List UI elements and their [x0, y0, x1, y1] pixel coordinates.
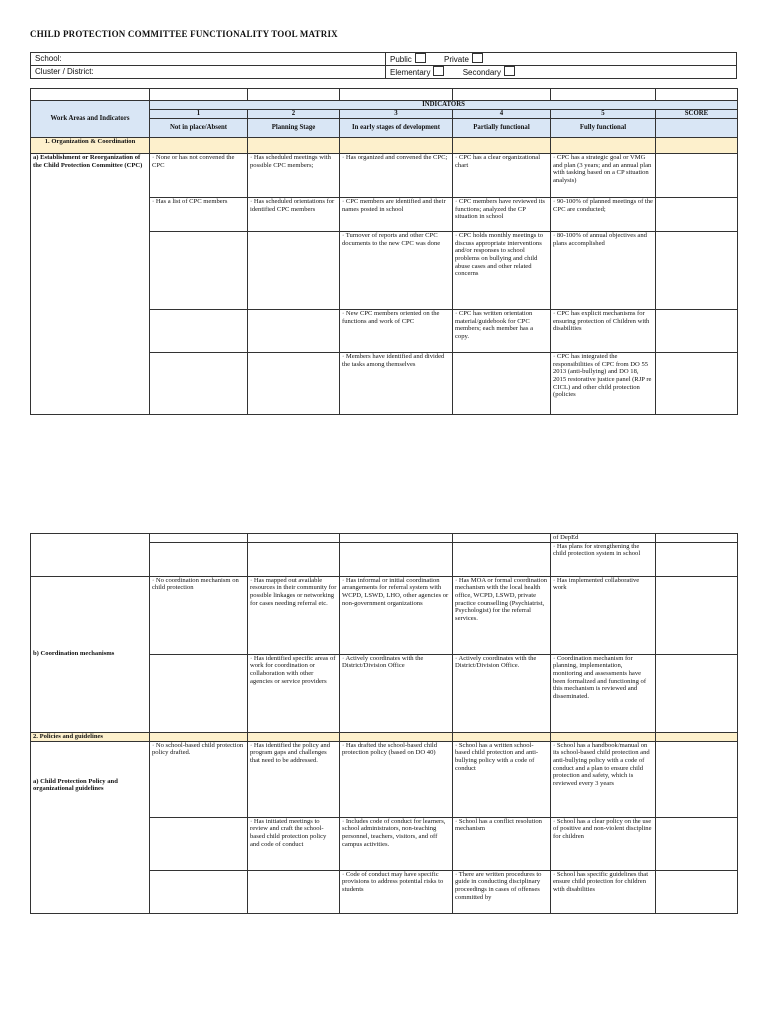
cell — [248, 353, 340, 415]
level-2-name: Planning Stage — [248, 119, 340, 138]
secondary-label: Secondary — [462, 68, 501, 77]
cell: · School has specific guidelines that ensure child protection for children with disabilities — [551, 870, 656, 913]
school-level-options — [386, 66, 737, 79]
cell: · Has drafted the school-based child protection policy (based on DO 40) — [340, 741, 453, 817]
cell — [150, 654, 248, 732]
private-checkbox[interactable] — [472, 53, 483, 63]
score-cell[interactable] — [656, 542, 738, 576]
matrix-table-part1 — [30, 88, 738, 415]
cell: · Has plans for strengthening the child protection system in school — [551, 542, 656, 576]
cell: · CPC has integrated the responsibilities of CPC from DO 55 2013 (anti-bullying) and DO 18, 2015 restorative justice panel (RJP re CICL) and other child protection (policies — [551, 353, 656, 415]
level-1-name: Not in place/Absent — [150, 119, 248, 138]
public-checkbox[interactable] — [415, 53, 426, 63]
matrix-table-part2 — [30, 533, 738, 914]
score-cell[interactable] — [656, 232, 738, 310]
cell: · 90-100% of planned meetings of the CPC are conducted; — [551, 198, 656, 232]
cell: · Turnover of reports and other CPC documents to the new CPC was done — [340, 232, 453, 310]
score-cell[interactable] — [656, 654, 738, 732]
level-5-header: 5 — [551, 110, 656, 119]
cell — [150, 353, 248, 415]
cell: · Coordination mechanism for planning, implementation, monitoring and assessments have been formalized and functioning of this mechanism is reviewed and disseminated. — [551, 654, 656, 732]
level-4-name: Partially functional — [453, 119, 551, 138]
cell: · No school-based child protection policy drafted. — [150, 741, 248, 817]
cluster-label: Cluster / District: — [35, 67, 94, 76]
indicators-header: INDICATORS — [150, 101, 738, 110]
cell — [453, 353, 551, 415]
cell: · Has initiated meetings to review and craft the school-based child protection policy and code of conduct — [248, 817, 340, 870]
cell: · Has identified the policy and program gaps and challenges that need to be addressed. — [248, 741, 340, 817]
work-area-1a: a) Establishment or Reorganization of the Child Protection Committee (CPC) — [31, 154, 150, 415]
cell: · Has implemented collaborative work — [551, 576, 656, 654]
cell: · Has informal or initial coordination arrangements for referral system with WCPD, LSWD, LHO, other agencies or non-government organizations — [340, 576, 453, 654]
cell: · Has MOA or formal coordination mechanism with the local health office, WCPD, LSWD, private practice counselling (Psychiatrist, Psychologist) for the referral services. — [453, 576, 551, 654]
section-2-title: 2. Policies and guidelines — [31, 732, 150, 741]
cell: · Has scheduled orientations for identified CPC members — [248, 198, 340, 232]
cell: · Has scheduled meetings with possible CPC members; — [248, 154, 340, 198]
school-field[interactable] — [31, 53, 386, 66]
private-label: Private — [444, 55, 469, 64]
level-3-name: In early stages of development — [340, 119, 453, 138]
school-info-table — [30, 52, 737, 79]
score-header: SCORE — [656, 110, 738, 119]
level-3-header: 3 — [340, 110, 453, 119]
score-cell[interactable] — [656, 154, 738, 198]
cell: · CPC has written orientation material/guidebook for CPC members; each member has a copy. — [453, 310, 551, 353]
public-label: Public — [390, 55, 412, 64]
level-1-header: 1 — [150, 110, 248, 119]
section-1-title: 1. Organization & Coordination — [31, 138, 150, 154]
cell: of DepEd — [551, 534, 656, 543]
cell: · CPC members are identified and their names posted in school — [340, 198, 453, 232]
cell: · Actively coordinates with the District/Division Office. — [453, 654, 551, 732]
elementary-checkbox[interactable] — [433, 66, 444, 76]
score-cell[interactable] — [656, 198, 738, 232]
school-label: School: — [35, 54, 62, 63]
cell — [248, 870, 340, 913]
work-areas-header: Work Areas and Indicators — [31, 101, 150, 138]
cell: · None or has not convened the CPC — [150, 154, 248, 198]
cell: · Has identified specific areas of work for coordination or collaboration with other agencies or service providers — [248, 654, 340, 732]
school-type-options — [386, 53, 737, 66]
cell: · Includes code of conduct for learners, school administrators, non-teaching personnel, teachers, visitors, and off campus activities. — [340, 817, 453, 870]
work-area-1b: b) Coordination mechanisms — [31, 576, 150, 732]
cell: · School has a handbook/manual on its school-based child protection and anti-bullying policy with a code of conduct and a plan to ensure child protection and safety, which is reviewed every 3 years — [551, 741, 656, 817]
cell: · School has a clear policy on the use of positive and non-violent discipline for children — [551, 817, 656, 870]
cell: · There are written procedures to guide in conducting disciplinary proceedings in cases of offenses committed by — [453, 870, 551, 913]
score-cell[interactable] — [656, 870, 738, 913]
score-cell[interactable] — [656, 576, 738, 654]
score-cell[interactable] — [656, 310, 738, 353]
cell: · CPC has a clear organizational chart — [453, 154, 551, 198]
score-cell[interactable] — [656, 353, 738, 415]
secondary-checkbox[interactable] — [504, 66, 515, 76]
cell: · Has a list of CPC members — [150, 198, 248, 232]
cell: · No coordination mechanism on child protection — [150, 576, 248, 654]
work-area-2a: a) Child Protection Policy and organizational guidelines — [31, 741, 150, 913]
cell: · School has a written school-based child protection and anti-bullying policy with a code of conduct — [453, 741, 551, 817]
cell — [150, 310, 248, 353]
cell: · CPC members have reviewed its functions; analyzed the CP situation in school — [453, 198, 551, 232]
cell: · School has a conflict resolution mechanism — [453, 817, 551, 870]
score-cell[interactable] — [656, 741, 738, 817]
level-4-header: 4 — [453, 110, 551, 119]
cell: · CPC has a strategic goal or VMG and plan (3 years; and an annual plan with tasking based on a CP situation analysis) — [551, 154, 656, 198]
cell: · Code of conduct may have specific provisions to address potential risks to students — [340, 870, 453, 913]
cell: · Has organized and convened the CPC; — [340, 154, 453, 198]
cell — [248, 232, 340, 310]
elementary-label: Elementary — [390, 68, 431, 77]
cell — [150, 817, 248, 870]
cell — [248, 310, 340, 353]
cell: · Has mapped out available resources in their community for possible linkages or networking for cases needing referral etc. — [248, 576, 340, 654]
cell: · 80-100% of annual objectives and plans accomplished — [551, 232, 656, 310]
cell — [150, 870, 248, 913]
cell: · CPC has explicit mechanisms for ensuring protection of Children with disabilities — [551, 310, 656, 353]
cell: · CPC holds monthly meetings to discuss appropriate interventions and/or responses to school problems on bullying and child abuse cases and other related concerns — [453, 232, 551, 310]
score-cell[interactable] — [656, 817, 738, 870]
cell: · Actively coordinates with the District/Division Office — [340, 654, 453, 732]
cell: · New CPC members oriented on the functions and work of CPC — [340, 310, 453, 353]
level-5-name: Fully functional — [551, 119, 656, 138]
level-2-header: 2 — [248, 110, 340, 119]
cell — [150, 232, 248, 310]
cell: · Members have identified and divided the tasks among themselves — [340, 353, 453, 415]
cluster-field[interactable] — [31, 66, 386, 79]
document-title: CHILD PROTECTION COMMITTEE FUNCTIONALITY TOOL MATRIX — [30, 29, 338, 39]
